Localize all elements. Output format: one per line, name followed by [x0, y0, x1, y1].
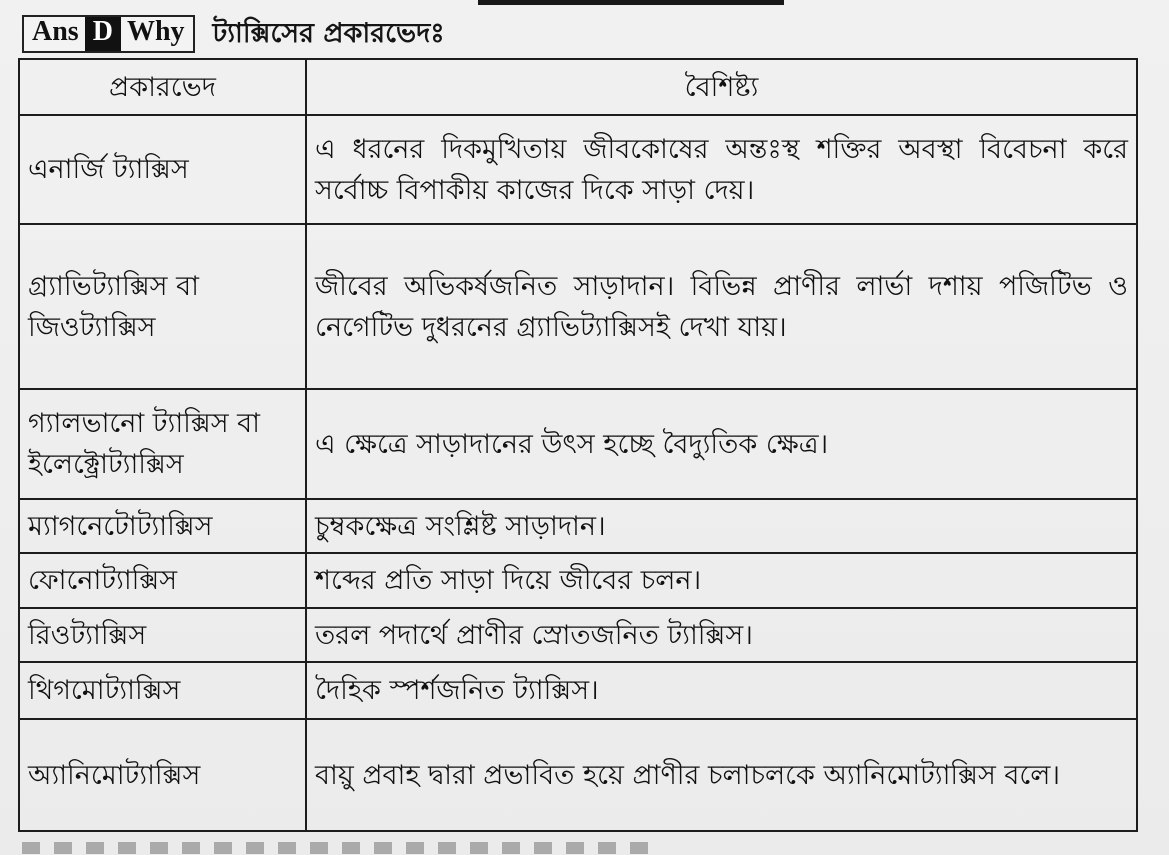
taxis-feature-cell: বায়ু প্রবাহ দ্বারা প্রভাবিত হয়ে প্রাণীর চলাচলকে অ্যানিমোট্যাক্সিস বলে।: [306, 719, 1137, 831]
taxis-type-cell: রিওট্যাক্সিস: [19, 608, 306, 662]
section-heading: ট্যাক্সিসের প্রকারভেদঃ: [212, 18, 445, 49]
answer-option: D: [85, 17, 121, 51]
taxis-type-cell: ফোনোট্যাক্সিস: [19, 553, 306, 608]
taxis-feature-cell: শব্দের প্রতি সাড়া দিয়ে জীবের চলন।: [306, 553, 1137, 608]
table-row: [19, 389, 1137, 499]
column-header-type: প্রকারভেদ: [19, 59, 306, 115]
taxis-type-cell: থিগমোট্যাক্সিস: [19, 662, 306, 719]
taxis-type-cell: ম্যাগনেটোট্যাক্সিস: [19, 499, 306, 553]
table-row: [19, 115, 1137, 224]
why-label: Why: [121, 17, 193, 51]
table-row: [19, 608, 1137, 662]
taxis-types-table: [18, 58, 1138, 832]
taxis-type-cell: গ্যালভানো ট্যাক্সিস বা ইলেক্ট্রোট্যাক্সিস: [19, 389, 306, 499]
taxis-feature-cell: তরল পদার্থে প্রাণীর স্রোতজনিত ট্যাক্সিস।: [306, 608, 1137, 662]
cut-off-text-line: [22, 842, 662, 854]
taxis-feature-cell: চুম্বকক্ষেত্র সংশ্লিষ্ট সাড়াদান।: [306, 499, 1137, 553]
table-row: [19, 719, 1137, 831]
taxis-feature-cell: এ ধরনের দিকমুখিতায় জীবকোষের অন্তঃস্থ শক্তির অবস্থা বিবেচনা করে সর্বোচ্চ বিপাকীয় কাজের দিকে সাড়া দেয়।: [306, 115, 1137, 224]
taxis-feature-cell: দৈহিক স্পর্শজনিত ট্যাক্সিস।: [306, 662, 1137, 719]
table-row: [19, 224, 1137, 389]
top-divider-mark: [478, 0, 784, 5]
taxis-type-cell: অ্যানিমোট্যাক্সিস: [19, 719, 306, 831]
table-row: [19, 499, 1137, 553]
answer-label: Ans: [24, 17, 85, 51]
table-header-row: [19, 59, 1137, 115]
answer-header: [22, 14, 445, 54]
table-row: [19, 662, 1137, 719]
column-header-feature: বৈশিষ্ট্য: [306, 59, 1137, 115]
taxis-feature-cell: জীবের অভিকর্ষজনিত সাড়াদান। বিভিন্ন প্রাণীর লার্ভা দশায় পজিটিভ ও নেগেটিভ দুধরনের গ্র্যাভিট্যাক্সিসই দেখা যায়।: [306, 224, 1137, 389]
taxis-type-cell: এনার্জি ট্যাক্সিস: [19, 115, 306, 224]
taxis-type-cell: গ্র্যাভিট্যাক্সিস বা জিওট্যাক্সিস: [19, 224, 306, 389]
taxis-feature-cell: এ ক্ষেত্রে সাড়াদানের উৎস হচ্ছে বৈদ্যুতিক ক্ষেত্র।: [306, 389, 1137, 499]
answer-badge: [22, 15, 195, 53]
table-row: [19, 553, 1137, 608]
